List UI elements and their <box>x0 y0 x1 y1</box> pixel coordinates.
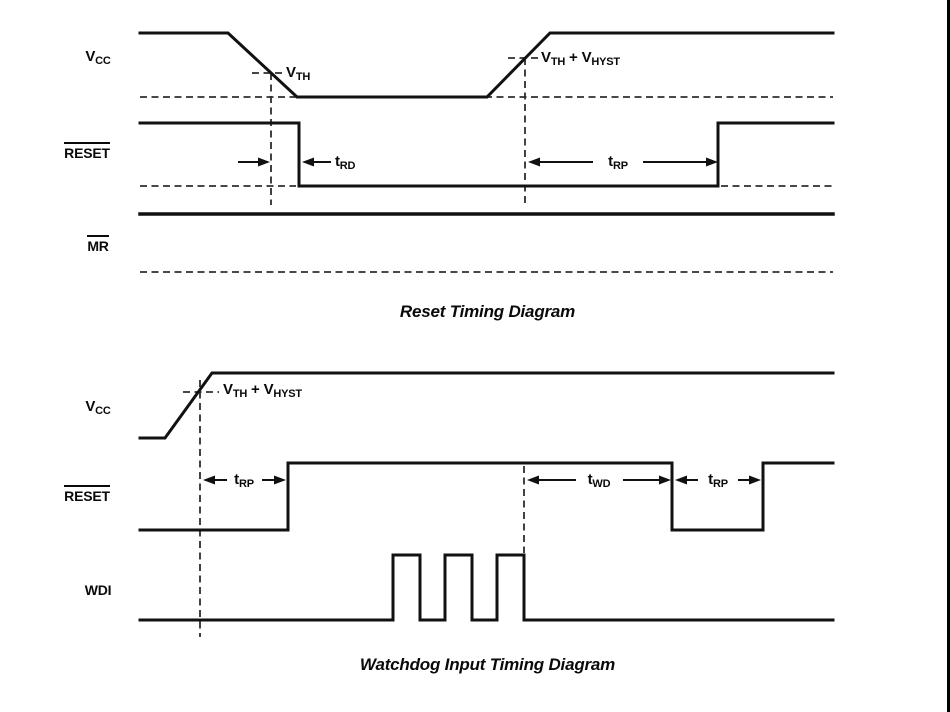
trp-top-arrowhead-right <box>706 158 718 167</box>
trp1-arrowhead-left <box>203 476 215 485</box>
trp1-timing-label: $t_{RP}$ <box>234 471 254 490</box>
vth-hyst-threshold-label-top: $V_{TH} + V_{HYST}$ <box>541 49 620 68</box>
reset-waveform-top <box>140 123 833 186</box>
trd-timing-label: $t_{RD}$ <box>335 153 356 172</box>
trp2-arrowhead-right <box>749 476 761 485</box>
trp2-arrowhead-left <box>675 476 687 485</box>
vth-threshold-label: $V_{TH}$ <box>286 64 311 83</box>
trp-timing-label-top: $t_{RP}$ <box>608 153 628 172</box>
twd-arrowhead-left <box>527 476 539 485</box>
trp1-arrowhead-right <box>274 476 286 485</box>
vcc-signal-label-top: $V_{CC}$ <box>85 48 111 67</box>
trp-top-arrowhead-left <box>528 158 540 167</box>
twd-timing-label: $t_{WD}$ <box>587 471 611 490</box>
wdi-waveform <box>140 555 833 620</box>
vcc-signal-label-bottom: $V_{CC}$ <box>85 398 111 417</box>
trd-arrowhead-left <box>302 158 314 167</box>
reset-signal-label-bottom: RESET <box>58 485 116 503</box>
trp2-timing-label: $t_{RP}$ <box>708 471 728 490</box>
reset-diagram-title: Reset Timing Diagram <box>399 302 576 321</box>
vth-hyst-threshold-label-bottom: $V_{TH} + V_{HYST}$ <box>223 381 302 400</box>
trd-arrowhead-right <box>258 158 270 167</box>
wdi-signal-label: WDI <box>84 582 112 598</box>
reset-signal-label-top: RESET <box>58 142 116 160</box>
mr-signal-label: MR <box>80 235 116 253</box>
twd-arrowhead-right <box>659 476 671 485</box>
watchdog-diagram-title: Watchdog Input Timing Diagram <box>359 655 616 674</box>
vcc-waveform-top <box>140 33 833 97</box>
